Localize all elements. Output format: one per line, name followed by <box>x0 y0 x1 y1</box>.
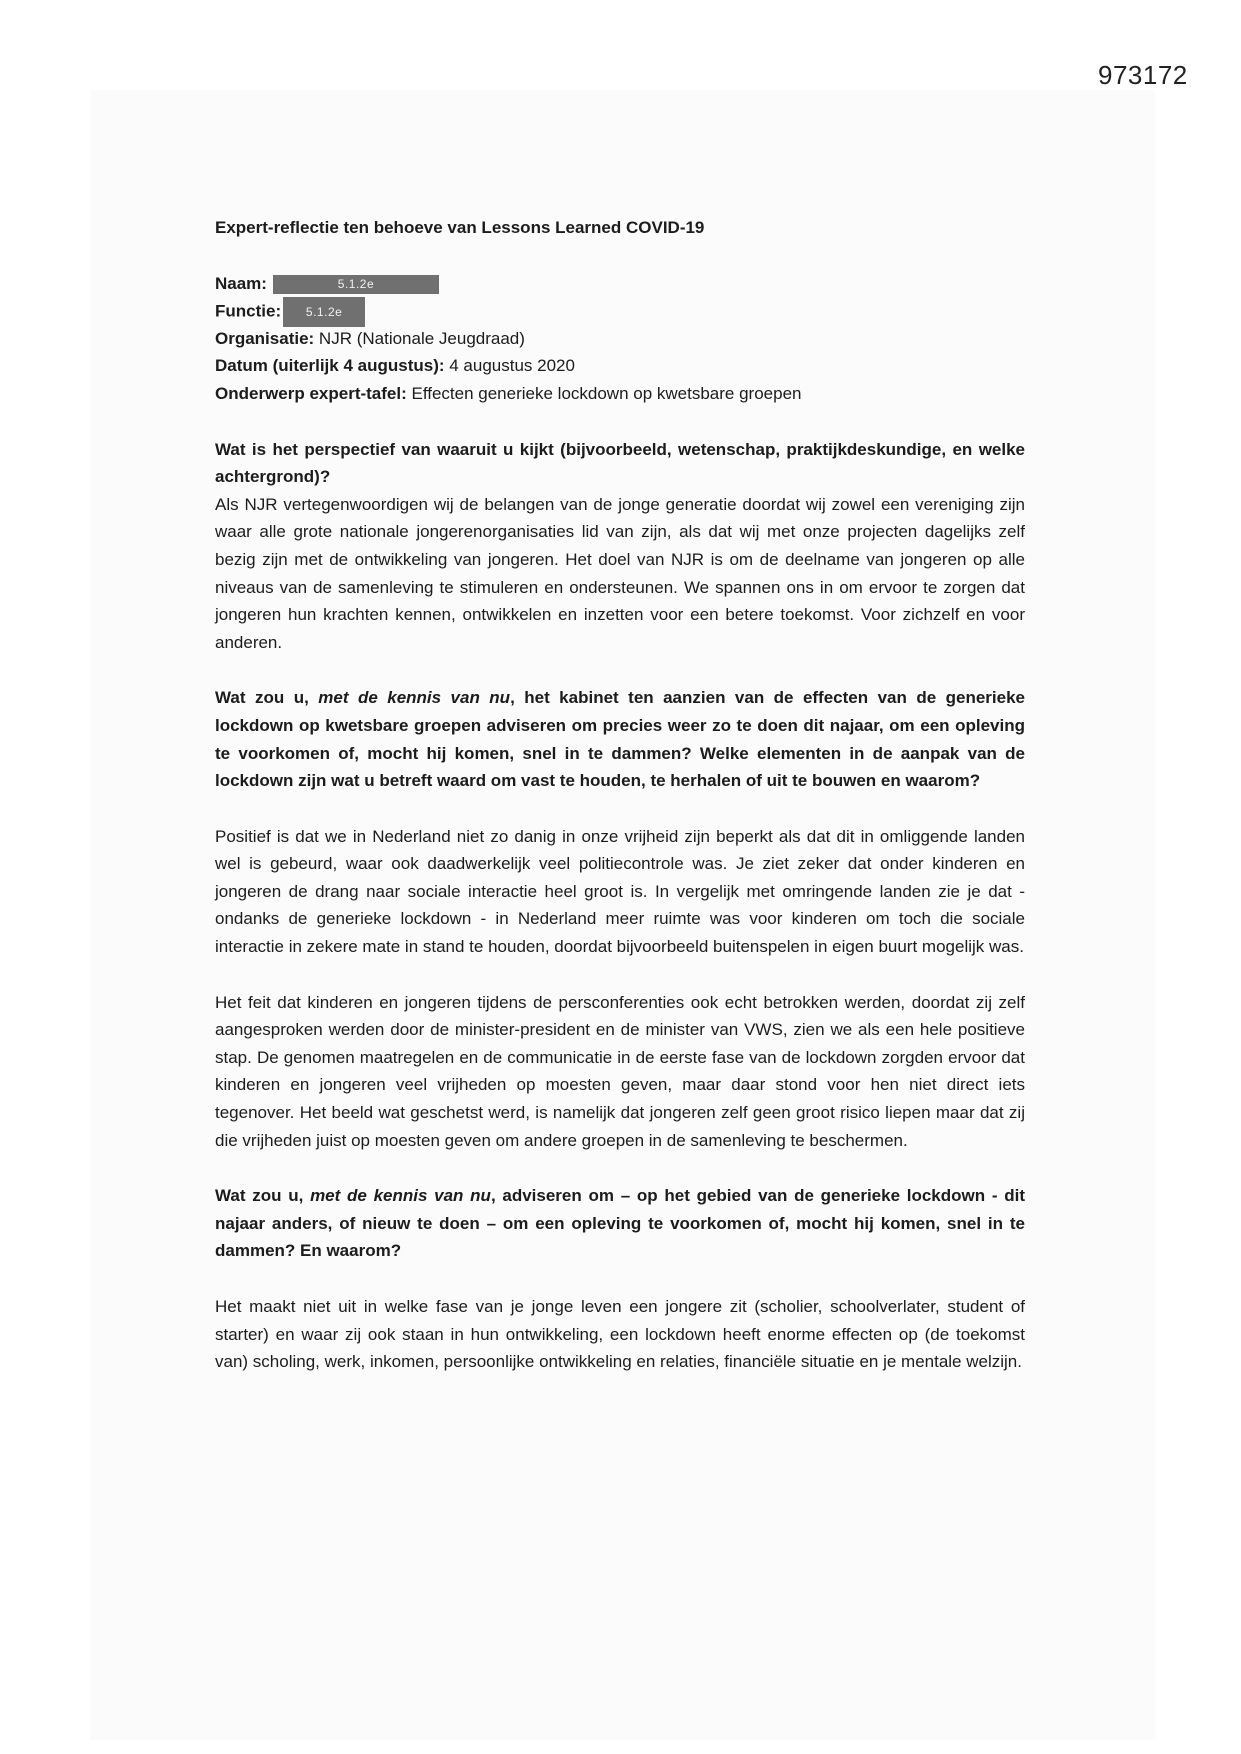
meta-row-organisatie <box>215 325 1025 353</box>
question-do-differently-prefix: Wat zou u, <box>215 1186 311 1206</box>
document-title: Expert-reflectie ten behoeve van Lessons Learned COVID-19 <box>215 218 705 237</box>
datum-label: Datum (uiterlijk 4 augustus): <box>215 356 445 376</box>
meta-row-onderwerp <box>215 380 1025 408</box>
functie-label: Functie: <box>215 301 282 321</box>
functie-redaction: 5.1.2e <box>283 297 365 327</box>
answer-keep-doing-1: Positief is dat we in Nederland niet zo danig in onze vrijheid zijn beperkt als dat dit in omliggende landen wel is gebeurd, waar ook daadwerkelijk veel politiecontrole was. Je ziet zeker dat onder kinderen en jongeren de drang naar sociale interactie heel groot is. In vergelijk met omringende landen zie je dat - ondanks de generieke lockdown - in Nederland meer ruimte was voor kinderen om toch die sociale interactie in zekere mate in stand te houden, doordat bijvoorbeeld buitenspelen in eigen buurt mogelijk was. <box>215 826 1025 957</box>
naam-label: Naam: <box>215 273 267 293</box>
answer-do-differently: Het maakt niet uit in welke fase van je jonge leven een jongere zit (scholier, schoolverlater, student of starter) en waar zij ook staan in hun ontwikkeling, een lockdown heeft enorme effecten op (de toekomst van) scholing, werk, inkomen, persoonlijke ontwikkeling en relaties, financiële situatie en je mentale welzijn. <box>215 1297 1025 1372</box>
question-keep-doing-prefix: Wat zou u, <box>215 688 319 708</box>
question-do-differently-emphasis: met de kennis van nu <box>310 1186 491 1206</box>
question-perspective: Wat is het perspectief van waaruit u kijkt (bijvoorbeeld, wetenschap, praktijkdeskundige, en welke achtergrond)? <box>215 439 1025 487</box>
question-keep-doing-emphasis: met de kennis van nu <box>318 688 511 708</box>
organisatie-value: NJR (Nationale Jeugdraad) <box>314 328 525 348</box>
question-do-differently <box>215 1182 1025 1265</box>
meta-row-datum <box>215 352 1025 380</box>
meta-row-naam <box>215 270 1025 298</box>
organisatie-label: Organisatie: <box>215 328 315 348</box>
answer-keep-doing-2: Het feit dat kinderen en jongeren tijdens de persconferenties ook echt betrokken werden, doordat zij zelf aangesproken werden door de minister-president en de minister van VWS, zien we als een hele positieve stap. De genomen maatregelen en de communicatie in de eerste fase van de lockdown zorgden ervoor dat kinderen en jongeren veel vrijheden op moesten geven, maar daar stond voor hen niet direct iets tegenover. Het beeld wat geschetst werd, is namelijk dat jongeren zelf geen groot risico liepen maar dat zij die vrijheden juist op moesten geven om andere groepen in de samenleving te beschermen. <box>215 992 1025 1150</box>
answer-perspective: Als NJR vertegenwoordigen wij de belangen van de jonge generatie doordat wij zowel een vereniging zijn waar alle grote nationale jongerenorganisaties lid van zijn, als dat wij met onze projecten dagelijks zelf bezig zijn met de ontwikkeling van jongeren. Het doel van NJR is om de deelname van jongeren op alle niveaus van de samenleving te stimuleren en ondersteunen. We spannen ons in om ervoor te zorgen dat jongeren hun krachten kennen, ontwikkelen en inzetten voor een betere toekomst. Voor zichzelf en voor anderen. <box>215 494 1025 652</box>
question-keep-doing <box>215 684 1025 794</box>
document-number: 973172 <box>1098 60 1188 90</box>
metadata-block <box>215 270 1025 408</box>
question-do-differently-suffix: , adviseren om – op het gebied van de generieke lockdown - dit najaar anders, of nieuw te doen – om een opleving te voorkomen of, mocht hij komen, snel in te dammen? En waarom? <box>215 1186 1026 1261</box>
question-keep-doing-suffix: , het kabinet ten aanzien van de effecten van de generieke lockdown op kwetsbare groepen adviseren om precies weer zo te doen dit najaar, om een opleving te voorkomen of, mocht hij komen, snel in te dammen? Welke elementen in de aanpak van de lockdown zijn wat u betreft waard om vast te houden, te herhalen of uit te bouwen en waarom? <box>215 688 1025 791</box>
naam-redaction: 5.1.2e <box>273 275 439 294</box>
onderwerp-label: Onderwerp expert-tafel: <box>215 383 407 403</box>
document-body <box>215 214 1025 1404</box>
meta-row-functie <box>215 297 1025 325</box>
datum-value: 4 augustus 2020 <box>444 356 575 376</box>
onderwerp-value: Effecten generieke lockdown op kwetsbare groepen <box>406 383 802 403</box>
